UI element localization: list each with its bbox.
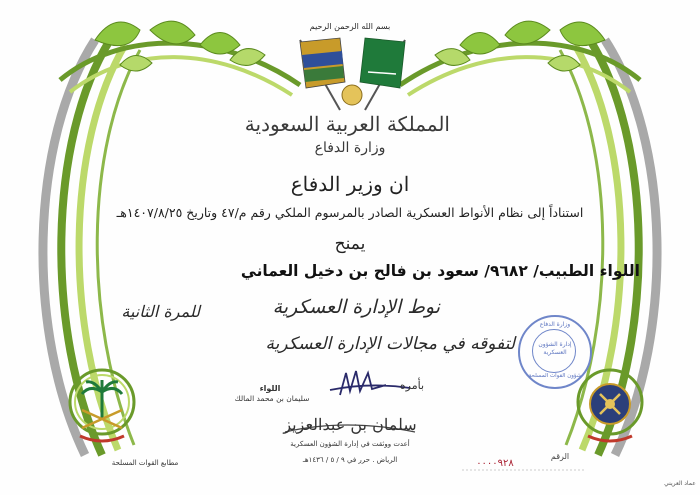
saudi-flag [360, 38, 405, 88]
minister-heading: ان وزير الدفاع [290, 172, 410, 196]
medal-name: نوط الإدارة العسكرية [272, 296, 440, 318]
grants-heading: يمنح [334, 234, 366, 254]
general-name: سليمان بن محمد المالك [234, 394, 310, 403]
award-count: للمرة الثانية [121, 302, 200, 321]
award-reason: لتفوقه في مجالات الإدارة العسكرية [265, 334, 515, 354]
recipient-name: اللواء الطبيب/ ٩٦٨٢/ سعود بن فالح بن دخيل العماني [240, 262, 640, 280]
corner-mark: عماد العريني [664, 480, 696, 487]
stamp-top-text: وزارة الدفاع [539, 321, 571, 328]
stamp-middle-text: إدارة الشؤون العسكرية [538, 341, 572, 356]
official-stamp [518, 315, 592, 389]
basmala-text: بسم الله الرحمن الرحيم [309, 22, 391, 31]
left-frame-band-thin [97, 50, 140, 445]
prepared-by-text: أعدت ووثقت في إدارة الشؤون العسكرية [290, 440, 410, 448]
ministry-name: وزارة الدفاع [314, 140, 386, 156]
armed-forces-emblem-center [605, 399, 615, 409]
printer-name: مطابع القوات المسلحة [111, 459, 179, 467]
kingdom-name: المملكة العربية السعودية [244, 112, 450, 136]
serial-label: الرقم [550, 452, 570, 461]
general-title: اللواء [259, 384, 281, 393]
by-order-label: بأمره [399, 379, 425, 392]
stamp-bottom-text: شؤون القوات المسلحة [528, 373, 582, 379]
minister-signature-name: سلمان بن عبدالعزيز [283, 415, 417, 434]
legal-basis-text: استناداً إلى نظام الأنواط العسكرية الصادر بالمرسوم الملكي رقم م/٤٧ وتاريخ ١٤٠٧/٨/٢٥هـ [116, 205, 584, 220]
serial-number: ٠٠٠٠٩٢٨ [476, 458, 514, 469]
issue-date: الرياض . حرر في ٩ / ٥ / ١٤٣٦هـ [302, 456, 398, 464]
top-emblem-seal [342, 85, 362, 105]
left-frame-band-gray [43, 40, 95, 455]
